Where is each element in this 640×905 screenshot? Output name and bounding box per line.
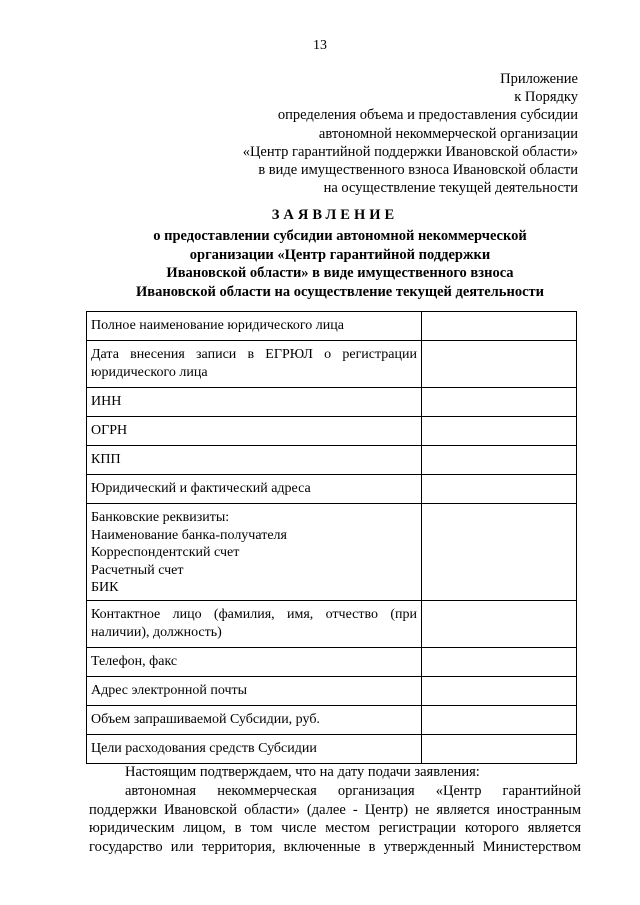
field-value-cell[interactable] <box>422 388 577 417</box>
appendix-header <box>243 70 578 197</box>
declaration-intro: Настоящим подтверждаем, что на дату подачи заявления: <box>125 764 480 780</box>
table-row <box>87 706 577 735</box>
field-label <box>87 475 422 504</box>
field-label-line: Банковские реквизиты: <box>91 510 230 525</box>
field-value-cell[interactable] <box>422 446 577 475</box>
appendix-line: к Порядку <box>514 89 578 106</box>
appendix-line: Приложение <box>500 71 578 87</box>
table-row <box>87 735 577 764</box>
field-label <box>87 446 422 475</box>
field-label-line: Юридический и фактический адреса <box>91 481 311 496</box>
table-row <box>87 475 577 504</box>
field-label-line: наличии), должность) <box>91 624 222 640</box>
field-label-line: Телефон, факс <box>91 654 178 669</box>
field-label <box>87 341 422 388</box>
field-label <box>87 504 422 601</box>
field-label <box>87 417 422 446</box>
field-value-cell[interactable] <box>422 735 577 764</box>
declaration-line: юридическим лицом, в том числе местом регистрации которого является <box>89 820 581 837</box>
field-label-line: Расчетный счет <box>91 562 184 578</box>
field-label-line: Корреспондентский счет <box>91 545 240 560</box>
field-label-line: Объем запрашиваемой Субсидии, руб. <box>91 712 320 727</box>
field-value-cell[interactable] <box>422 417 577 446</box>
table-row <box>87 648 577 677</box>
appendix-line: на осуществление текущей деятельности <box>323 180 578 197</box>
table-row <box>87 446 577 475</box>
field-label <box>87 648 422 677</box>
field-label <box>87 735 422 764</box>
field-label-line: Цели расходования средств Субсидии <box>91 741 317 756</box>
field-label-line: ИНН <box>91 394 122 409</box>
field-value-cell[interactable] <box>422 601 577 648</box>
field-label <box>87 312 422 341</box>
field-label <box>87 601 422 648</box>
declaration-line: автономная некоммерческая организация «Центр гарантийной <box>125 782 581 799</box>
field-label-line: Дата внесения записи в ЕГРЮЛ о регистрации <box>91 347 417 362</box>
subtitle-line: организации «Центр гарантийной поддержки <box>189 246 491 263</box>
field-value-cell[interactable] <box>422 706 577 735</box>
declaration-text <box>89 763 581 857</box>
table-row <box>87 312 577 341</box>
table-row <box>87 388 577 417</box>
field-label-line: юридического лица <box>91 364 208 380</box>
field-label-line: БИК <box>91 580 119 595</box>
field-value-cell[interactable] <box>422 677 577 706</box>
field-value-cell[interactable] <box>422 648 577 677</box>
table-row <box>87 504 577 601</box>
declaration-line: государство или территория, включенные в утвержденный Министерством <box>89 839 581 856</box>
field-label-line: ОГРН <box>91 423 128 438</box>
appendix-line: определения объема и предоставления субсидии <box>277 107 578 124</box>
field-label-line: Полное наименование юридического лица <box>91 318 344 333</box>
appendix-line: в виде имущественного взноса Ивановской области <box>258 162 578 179</box>
field-label-line: Наименование банка-получателя <box>91 527 287 543</box>
table-row <box>87 417 577 446</box>
declaration-line: поддержки Ивановской области» (далее - Центр) не является иностранным <box>89 801 581 818</box>
table-row <box>87 601 577 648</box>
field-label <box>87 706 422 735</box>
document-subtitle <box>0 227 640 301</box>
field-label-line: Адрес электронной почты <box>91 683 248 698</box>
application-form-table <box>86 311 577 764</box>
field-value-cell[interactable] <box>422 312 577 341</box>
field-label <box>87 388 422 417</box>
subtitle-line: о предоставлении субсидии автономной некоммерческой <box>153 228 527 244</box>
field-label <box>87 677 422 706</box>
table-row <box>87 677 577 706</box>
field-value-cell[interactable] <box>422 341 577 388</box>
page-number: 13 <box>313 38 327 53</box>
subtitle-line: Ивановской области» в виде имущественного взноса <box>166 265 514 281</box>
appendix-line: «Центр гарантийной поддержки Ивановской области» <box>242 143 578 160</box>
field-label-line: КПП <box>91 452 121 467</box>
appendix-line: автономной некоммерческой организации <box>318 125 578 142</box>
subtitle-line: Ивановской области на осуществление текущей деятельности <box>136 283 544 300</box>
field-label-line: Контактное лицо (фамилия, имя, отчество (при <box>91 607 417 622</box>
field-value-cell[interactable] <box>422 504 577 601</box>
field-value-cell[interactable] <box>422 475 577 504</box>
document-title: ЗАЯВЛЕНИЕ <box>271 207 399 223</box>
table-row <box>87 341 577 388</box>
